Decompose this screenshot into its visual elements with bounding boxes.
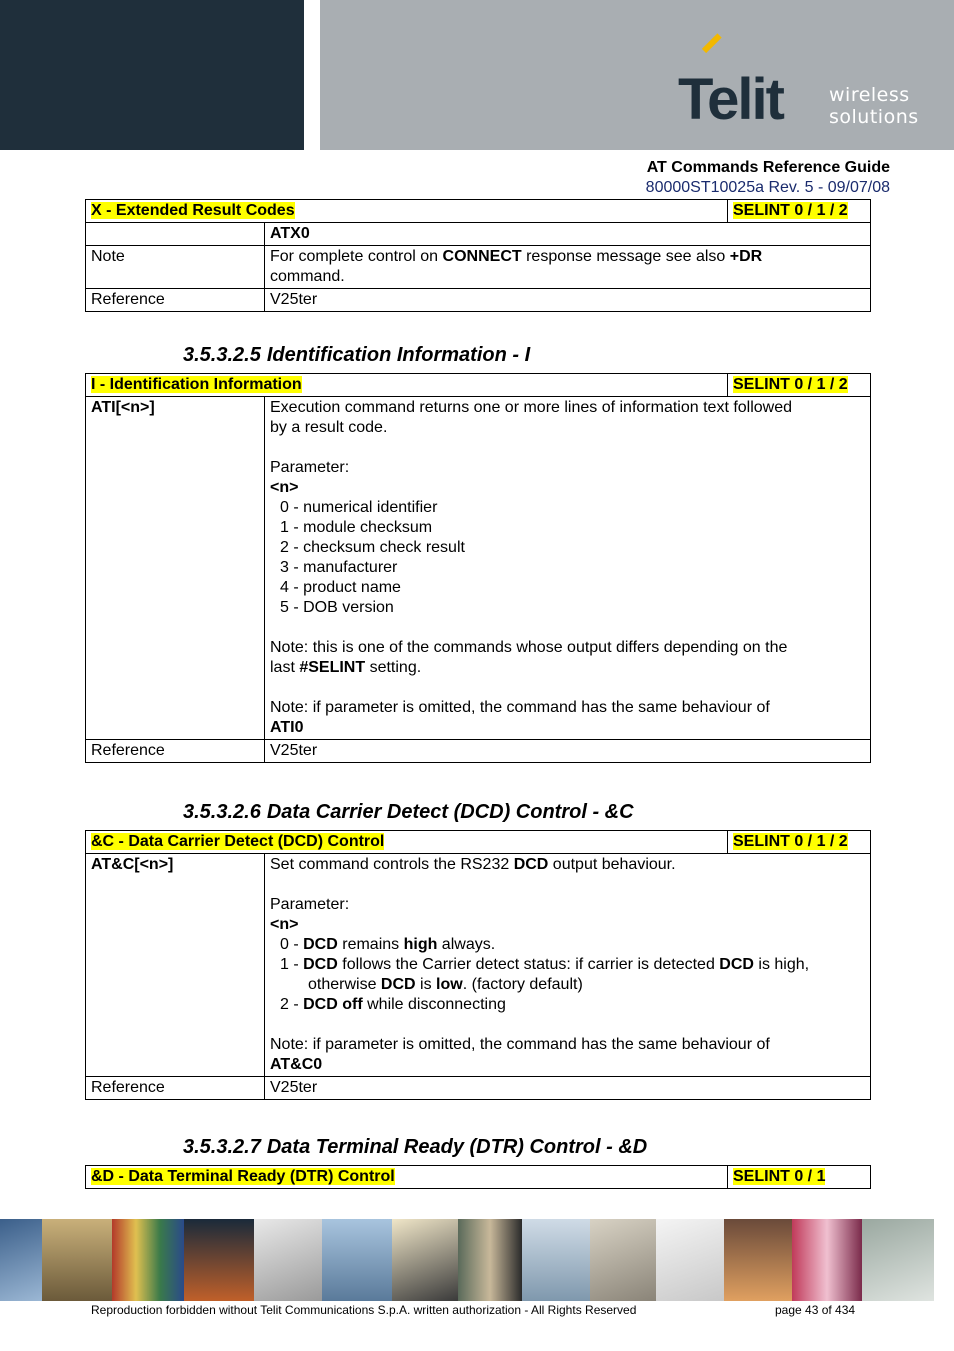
cmd-label-cell (86, 223, 265, 246)
header-dark-panel (0, 0, 304, 150)
footer-copyright: Reproduction forbidden without Telit Communications S.p.A. written authorization - All Rights Reserved (91, 1303, 637, 1317)
param-value-continuation: otherwise DCD is low. (factory default) (308, 976, 583, 993)
table-row (86, 223, 871, 246)
telit-logo (676, 48, 936, 138)
footer-photo (112, 1219, 184, 1301)
footer-photo (0, 1219, 42, 1301)
section-heading-dtr-control (183, 1136, 647, 1159)
table-title: I - Identification Information (91, 376, 302, 393)
footer-photo (458, 1219, 522, 1301)
table-title-cell (86, 1166, 728, 1189)
cmd-syntax: ATI[<n>] (86, 397, 265, 740)
footer-photo (184, 1219, 254, 1301)
reference-value: V25ter (265, 740, 871, 763)
doc-revision: 80000ST10025a Rev. 5 - 09/07/08 (645, 179, 890, 196)
selint-label: SELINT 0 / 1 / 2 (733, 202, 848, 219)
param-value: 4 - product name (280, 579, 401, 596)
table-row (86, 397, 871, 740)
footer-photo (392, 1219, 458, 1301)
param-value: 0 - numerical identifier (280, 499, 438, 516)
logo-name: Telit (678, 67, 783, 132)
selint-label: SELINT 0 / 1 / 2 (733, 376, 848, 393)
table-dcd-control (85, 830, 871, 1100)
table-header-row (86, 374, 871, 397)
reference-value: V25ter (265, 289, 871, 312)
table-title-cell (86, 200, 728, 223)
section-number: 3.5.3.2.7 (183, 1136, 261, 1158)
footer-photo (724, 1219, 792, 1301)
section-heading-identification (183, 344, 530, 367)
table-row (86, 854, 871, 1077)
param-value: 3 - manufacturer (280, 559, 398, 576)
note-label: Note (86, 246, 265, 289)
reference-label: Reference (86, 289, 265, 312)
footer-photo (42, 1219, 112, 1301)
footer-photo-strip (0, 1219, 954, 1301)
section-heading-dcd-control (183, 801, 634, 824)
param-value: 1 - DCD follows the Carrier detect status: if carrier is detected DCD is high, (280, 956, 810, 973)
note-value: For complete control on CONNECT response message see also +DR command. (265, 246, 871, 289)
param-value: 2 - DCD off while disconnecting (280, 996, 506, 1013)
selint-cell (728, 831, 871, 854)
logo-tagline-1: wireless (829, 84, 910, 106)
cmd-description: Set command controls the RS232 DCD output behaviour. Parameter: <n> 0 - DCD remains high always. 1 - DCD follows the Carrier detect status: if carrier is detected DCD is high, otherwise DCD is low. (factory default) 2 - DCD off while disconnecting Note: if parameter is omitted, the command has the same behaviour of AT&C0 (265, 854, 871, 1077)
footer-photo (792, 1219, 862, 1301)
section-title: Identification Information - I (266, 344, 531, 366)
table-header-row (86, 831, 871, 854)
page-number: page 43 of 434 (775, 1303, 856, 1317)
selint-cell (728, 1166, 871, 1189)
cmd-description: Execution command returns one or more lines of information text followed by a result code. Parameter: <n> 0 - numerical identifier 1 - module checksum 2 - checksum check result 3 - manufacturer 4 - product name 5 - DOB version Note: this is one of the commands whose output differs depending on the last #SELINT setting. Note: if parameter is omitted, the command has the same behaviour of ATI0 (265, 397, 871, 740)
param-value: 5 - DOB version (280, 599, 394, 616)
doc-title: AT Commands Reference Guide (646, 159, 890, 176)
table-title: &C - Data Carrier Detect (DCD) Control (91, 833, 385, 850)
footer-photo (590, 1219, 656, 1301)
selint-label: SELINT 0 / 1 / 2 (733, 833, 848, 850)
table-header-row (86, 1166, 871, 1189)
footer-photo (656, 1219, 724, 1301)
footer-photo (522, 1219, 590, 1301)
param-value: 2 - checksum check result (280, 539, 465, 556)
reference-label: Reference (86, 1077, 265, 1100)
section-title: Data Terminal Ready (DTR) Control - &D (266, 1136, 648, 1158)
section-number: 3.5.3.2.5 (183, 344, 261, 366)
table-title: X - Extended Result Codes (91, 202, 295, 219)
cmd-syntax: AT&C[<n>] (86, 854, 265, 1077)
footer-photo (322, 1219, 392, 1301)
table-title: &D - Data Terminal Ready (DTR) Control (91, 1168, 395, 1185)
table-title-cell (86, 374, 728, 397)
selint-label: SELINT 0 / 1 (733, 1168, 826, 1185)
footer-photo (862, 1219, 934, 1301)
reference-label: Reference (86, 740, 265, 763)
table-row (86, 289, 871, 312)
selint-cell (728, 200, 871, 223)
table-identification-information (85, 373, 871, 763)
table-header-row (86, 200, 871, 223)
cmd-value: ATX0 (265, 223, 871, 246)
table-row (86, 246, 871, 289)
selint-cell (728, 374, 871, 397)
section-title: Data Carrier Detect (DCD) Control - &C (266, 801, 634, 823)
section-number: 3.5.3.2.6 (183, 801, 261, 823)
table-dtr-control (85, 1165, 871, 1189)
reference-value: V25ter (265, 1077, 871, 1100)
table-extended-result-codes (85, 199, 871, 312)
param-value: 1 - module checksum (280, 519, 433, 536)
table-row (86, 1077, 871, 1100)
table-title-cell (86, 831, 728, 854)
footer-photo (254, 1219, 322, 1301)
table-row (86, 740, 871, 763)
logo-tagline-2: solutions (829, 106, 919, 128)
param-value: 0 - DCD remains high always. (280, 936, 496, 953)
